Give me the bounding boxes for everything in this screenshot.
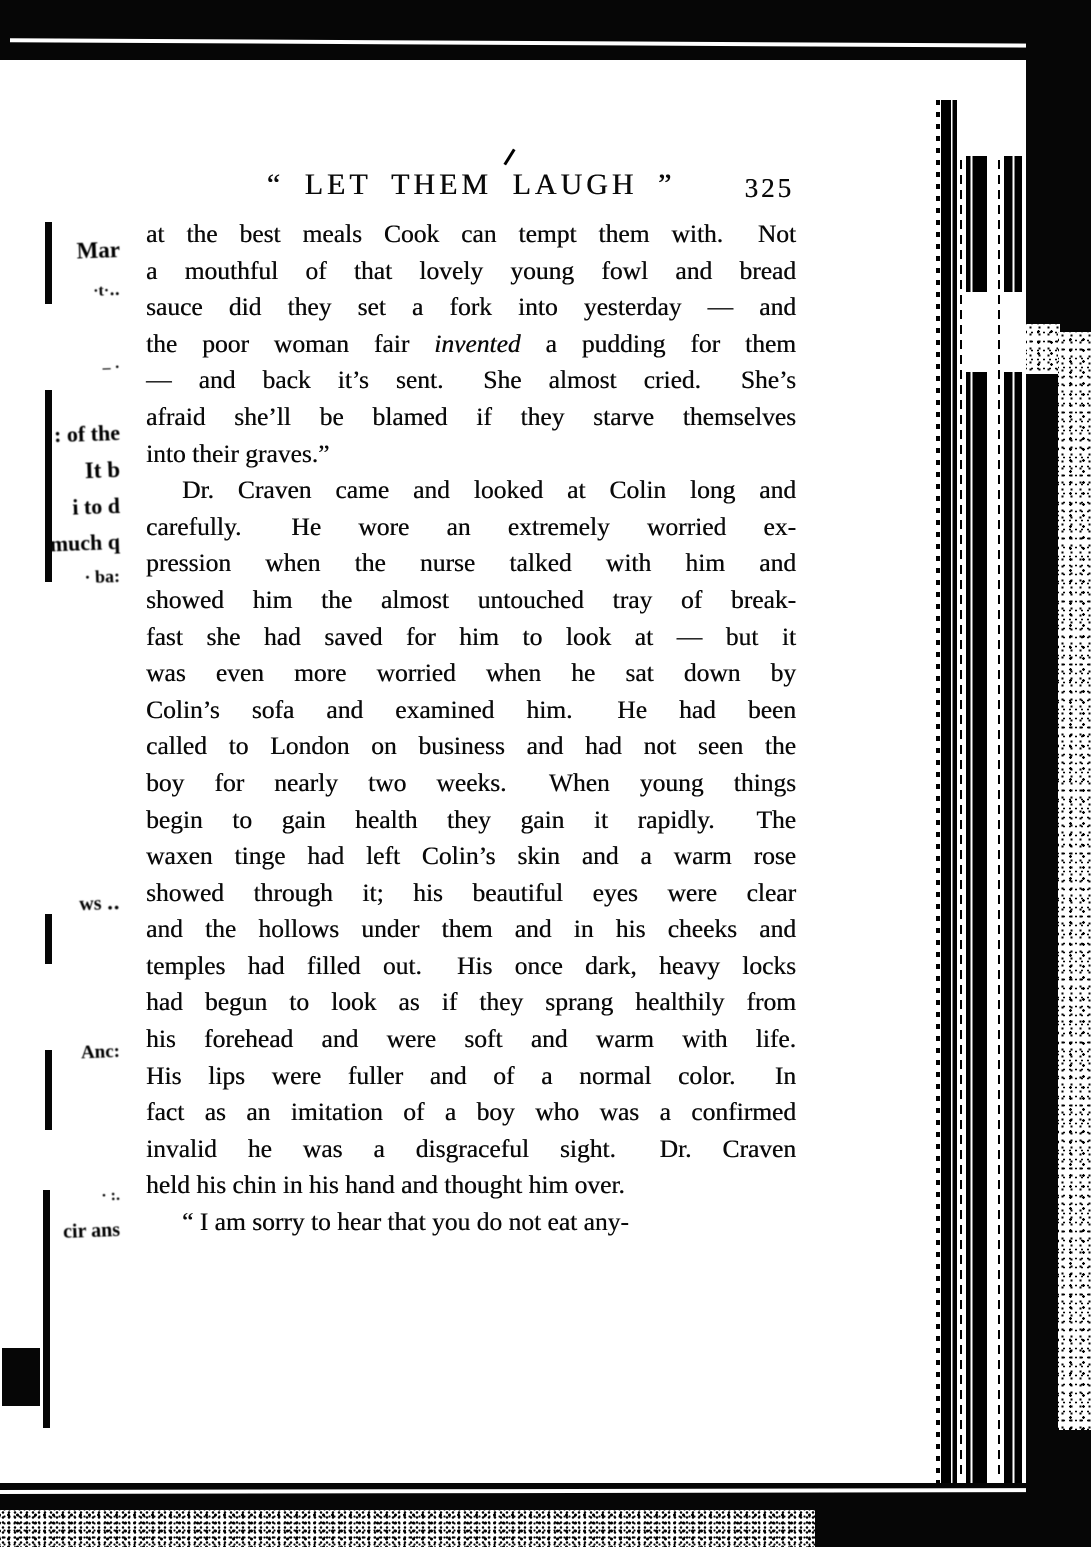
page-number: 325 xyxy=(744,173,794,203)
text-line: afraid she’ll be blamed if they starve themselves xyxy=(146,401,796,431)
scan-top-gap-line xyxy=(10,38,1050,47)
page-stack-stripe xyxy=(966,372,987,1483)
text-line: Colin’s sofa and examined him. He had been xyxy=(146,694,796,724)
gutter-shadow-line xyxy=(45,914,52,964)
page-stack-stripe xyxy=(1004,372,1022,1483)
spine-noise-notch xyxy=(1026,324,1060,374)
text-line: and the hollows under them and in his cheeks and xyxy=(146,914,796,944)
margin-bleed-text: ws ‥ xyxy=(78,891,121,916)
text-line: temples had filled out. His once dark, heavy locks xyxy=(146,950,796,980)
text-line: begin to gain health they gain it rapidly. The xyxy=(146,804,796,834)
scan-bottom-edge-band xyxy=(0,1483,1091,1510)
margin-bleed-text: It b xyxy=(84,456,121,484)
text-line: held his chin in his hand and thought him over. xyxy=(146,1170,625,1200)
text-line: “ I am sorry to hear that you do not eat any- xyxy=(182,1207,629,1237)
scan-accent-mark xyxy=(503,149,515,166)
margin-bleed-text: cir ans xyxy=(62,1218,121,1243)
text-line: carefully. He wore an extremely worried ex- xyxy=(146,511,796,541)
text-line: a mouthful of that lovely young fowl and bread xyxy=(146,255,796,285)
scan-ink-blotch xyxy=(2,1348,40,1406)
text-line: pression when the nurse talked with him and xyxy=(146,548,796,578)
margin-bleed-text: Mar xyxy=(76,236,121,264)
page-stack-hairline xyxy=(998,160,1000,1480)
body-text xyxy=(146,216,796,1241)
text-line: invalid he was a disgraceful sight. Dr. Craven xyxy=(146,1133,796,1163)
text-line: at the best meals Cook can tempt them with. Not xyxy=(146,219,796,248)
spine-edge-noise xyxy=(1058,332,1091,1430)
text-line: fact as an imitation of a boy who was a confirmed xyxy=(146,1097,796,1127)
margin-bleed-text: ·t·‥ xyxy=(92,281,121,300)
text-line: His lips were fuller and of a normal color. In xyxy=(146,1060,796,1090)
scan-top-edge-band xyxy=(0,0,1091,60)
text-line xyxy=(146,326,796,363)
text-line: was even more worried when he sat down by xyxy=(146,658,796,688)
text-line: waxen tinge had left Colin’s skin and a warm rose xyxy=(146,841,796,871)
text-line: called to London on business and had not seen the xyxy=(146,731,796,761)
text-line: Dr. Craven came and looked at Colin long and xyxy=(182,475,796,505)
page-stack-stripe xyxy=(941,100,957,1483)
margin-bleed-text: · ba: xyxy=(84,565,121,588)
page-stack-stripe xyxy=(966,156,987,292)
margin-bleed-text: Anc: xyxy=(80,1040,121,1064)
running-head xyxy=(146,168,796,210)
chapter-title: “ LET THEM LAUGH ” xyxy=(266,168,676,201)
text-line: showed through it; his beautiful eyes were clear xyxy=(146,877,796,907)
margin-bleed-text: much q xyxy=(49,528,121,557)
text-line: had begun to look as if they sprang healthily from xyxy=(146,987,796,1017)
scan-bottom-gap-line xyxy=(0,1488,1091,1494)
margin-bleed-text: i to d xyxy=(71,492,121,520)
text-segment: a pudding for them xyxy=(520,328,796,358)
page-stack-hairline xyxy=(960,160,962,1480)
text-line: sauce did they set a fork into yesterday — and xyxy=(146,292,796,322)
text-segment: the poor woman fair xyxy=(146,328,435,358)
page-stack-stripe xyxy=(1004,156,1022,292)
text-line: showed him the almost untouched tray of break- xyxy=(146,584,796,614)
margin-bleed-text: · :. xyxy=(100,1186,121,1205)
italic-word: invented xyxy=(434,328,521,358)
text-line: — and back it’s sent. She almost cried. She’s xyxy=(146,365,796,395)
margin-bleed-text: ‒ · xyxy=(102,358,121,377)
text-line: into their graves.” xyxy=(146,438,330,468)
scan-bottom-noise xyxy=(0,1510,815,1547)
text-line: his forehead and were soft and warm with life. xyxy=(146,1024,796,1054)
margin-bleed-text: : of the xyxy=(53,419,121,448)
text-line: boy for nearly two weeks. When young things xyxy=(146,767,796,797)
text-line: fast she had saved for him to look at — but it xyxy=(146,621,796,651)
